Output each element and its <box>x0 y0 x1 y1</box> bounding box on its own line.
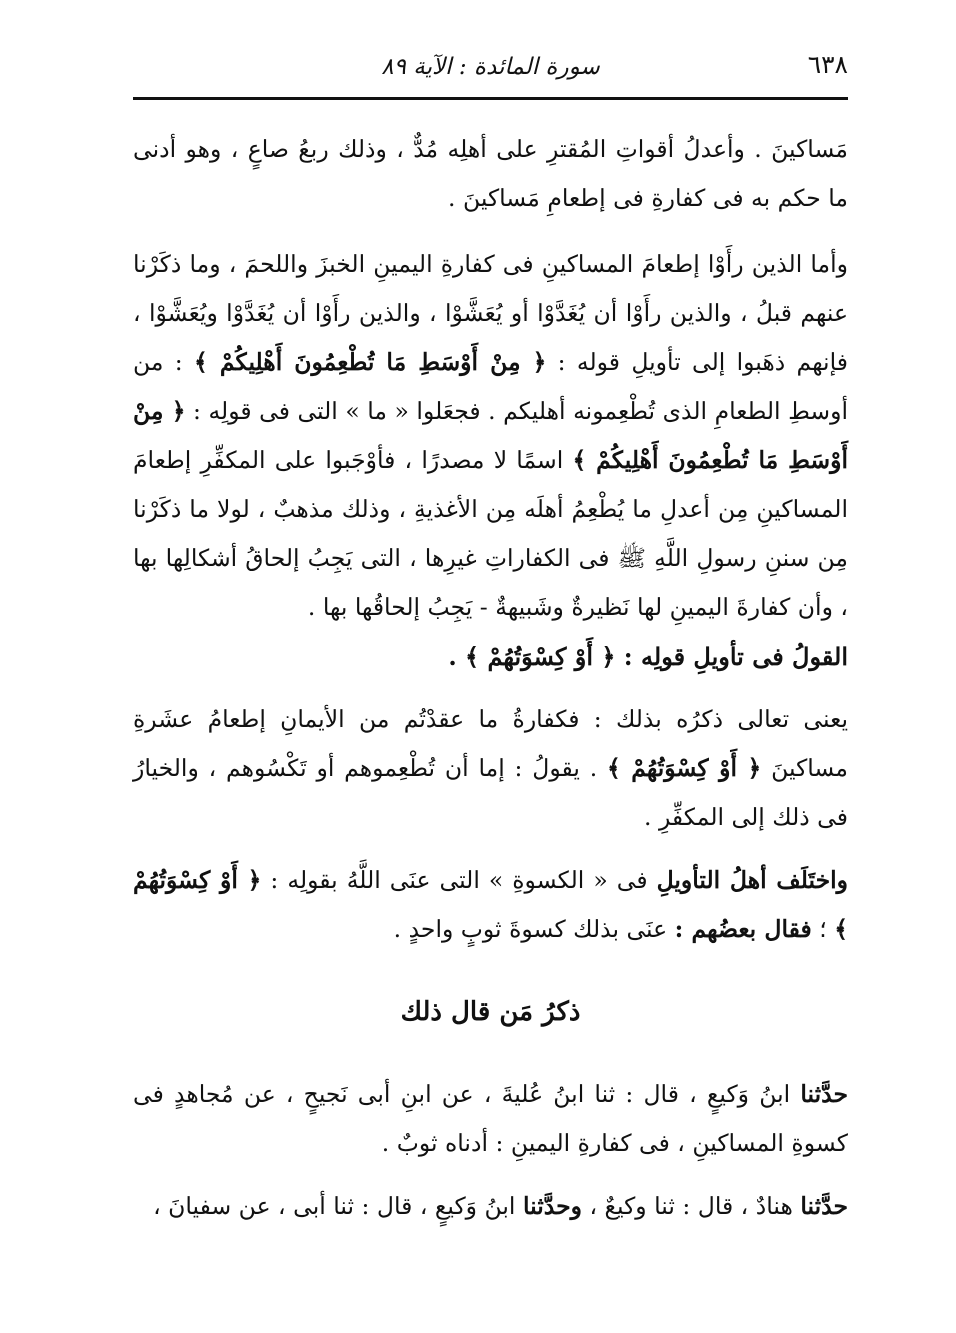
section-heading-verse: ﴿ أَوْ كِسْوَتُهُمْ ﴾ <box>465 642 616 671</box>
paragraph-6-text-a: هنادٌ ، قال : ثنا وكيعٌ ، <box>589 1192 793 1220</box>
paragraph-1 <box>133 125 848 223</box>
paragraph-4 <box>133 856 848 954</box>
paragraph-6-lead: حدَّثنا <box>800 1192 848 1220</box>
paragraph-3-text-b: . يقولُ : إما أن تُطْعِموهم أو تَكْسُوهم ، والخيارُ فى ذلك إلى المكفِّرِ . <box>133 754 848 831</box>
paragraph-5-text: ابنُ وَكيعٍ ، قال : ثنا ابنُ عُليةَ ، عن ابنِ أبى نَجيحٍ ، عن مُجاهدٍ فى كسوةِ المساكينِ ، فى كفارةِ اليمينِ : أدناه ثوبٌ . <box>133 1080 848 1157</box>
paragraph-5-lead: حدَّثنا <box>800 1080 848 1108</box>
paragraph-2-text-a: وأما الذين رأَوْا إطعامَ المساكينِ فى كفارةِ اليمينِ الخبزَ واللحمَ ، وما ذكَرْنا عنهم قبلُ ، والذين رأَوْا أن يُغَدَّوْا أو يُعَشَّوْا ، والذين رأَوْا أن يُغَدَّوْا ويُعَشَّوْا ، فإنهم ذهَبوا إلى تأويلِ قوله : <box>133 250 848 376</box>
section-heading <box>133 632 848 681</box>
paragraph-4-lead-2: فقال بعضُهم : <box>674 915 812 943</box>
section-heading-tail: . <box>448 642 457 671</box>
page-header <box>133 44 848 94</box>
paragraph-5 <box>133 1070 848 1168</box>
quran-verse-2: ﴿ مِنْ أَوْسَطِ مَا تُطْعِمُونَ أَهْلِيكُمْ ﴾ <box>133 397 848 474</box>
paragraph-2-text-c: اسمًا لا مصدرًا ، فأوْجَبوا على المكفِّرِ إطعامَ المساكينِ مِن أعدلِ ما يُطْعِمُ أهلَه مِن الأغذيةِ ، وذلك مذهبٌ ، لولا ما ذكَرْنا مِن سننِ رسولِ اللَّهِ ﷺ فى الكفاراتِ غيرِها ، التى يَجِبُ إلحاقُ أشكالِها بها ، وأن كفارةَ اليمينِ لها نَظيرةٌ وشَبيهةٌ - يَجِبُ إلحاقُها بها . <box>133 446 848 621</box>
running-title: سورة المائدة : الآية ٨٩ <box>381 54 600 80</box>
paragraph-6 <box>133 1182 848 1231</box>
paragraph-4-text-b: ؛ <box>819 915 827 943</box>
page-number: ٦٣٨ <box>807 50 848 79</box>
paragraph-2 <box>133 240 848 632</box>
paragraph-4-lead: واختَلَف أهلُ التأويلِ <box>656 866 848 894</box>
section-title: ذكرُ مَن قال ذلك <box>400 997 581 1027</box>
paragraph-3-verse: ﴿ أَوْ كِسْوَتُهُمْ ﴾ <box>607 754 762 782</box>
page-body <box>133 125 848 1231</box>
section-heading-lead: القولُ فى تأويلِ قولِه : <box>623 642 848 671</box>
paragraph-3 <box>133 695 848 842</box>
paragraph-6-lead-2: وحدَّثنا <box>522 1192 582 1220</box>
paragraph-6-text-b: ابنُ وَكيعٍ ، قال : ثنا أبى ، عن سفيانَ ، <box>153 1192 516 1220</box>
quran-verse-1: ﴿ مِنْ أَوْسَطِ مَا تُطْعِمُونَ أَهْلِيكُمْ ﴾ <box>194 348 547 376</box>
paragraph-4-verse: ﴿ أَوْ كِسْوَتُهُمْ ﴾ <box>133 866 848 943</box>
header-rule <box>133 97 848 100</box>
paragraph-1-text: مَساكينَ . وأعدلُ أقواتِ المُقترِ على أهلِه مُدٌّ ، وذلك ربعُ صاعٍ ، وهو أدنى ما حكم به فى كفارةِ فى إطعامِ مَساكينَ . <box>133 135 848 212</box>
paragraph-3-text-a: يعنى تعالى ذكرُه بذلك : فكفارةُ ما عقدْتُم من الأيمانِ إطعامُ عشَرةِ مساكينَ <box>133 705 848 782</box>
paragraph-2-text-b: : من أوسطِ الطعامِ الذى تُطْعِمونه أهليكم . فجعَلوا « ما » التى فى قولِه : <box>133 348 848 425</box>
paragraph-4-text-c: عنَى بذلك كسوةَ ثوبٍ واحدٍ . <box>393 915 668 943</box>
paragraph-4-text-a: فى « الكسوةِ » التى عنَى اللَّهُ بقولِه : <box>270 866 648 894</box>
